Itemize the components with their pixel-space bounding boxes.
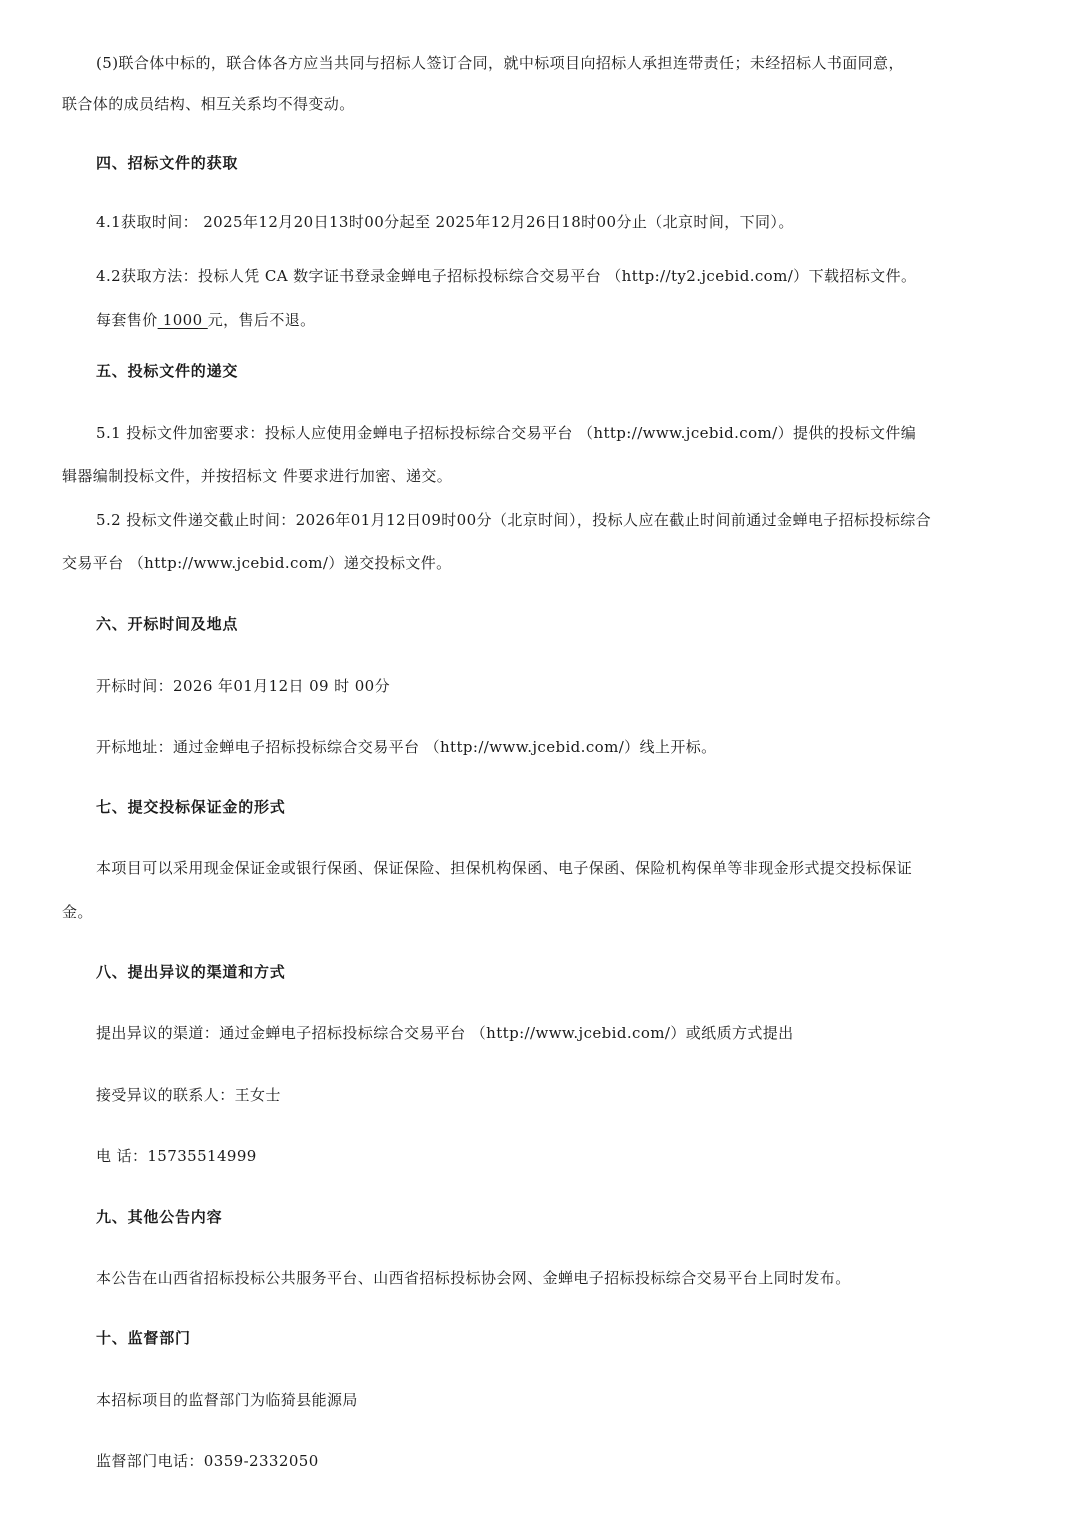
section-9-heading: 九、其他公告内容 — [96, 1208, 223, 1226]
section-4-heading: 四、招标文件的获取 — [96, 154, 239, 172]
section-6-heading: 六、开标时间及地点 — [96, 615, 239, 633]
section-7-para-line-1: 本项目可以采用现金保证金或银行保函、保证保险、担保机构保函、电子保函、保险机构保单等非现金形式提交投标保证 — [96, 859, 913, 877]
section-4-acquire-time: 4.1获取时间： 2025年12月20日13时00分起至 2025年12月26日18时00分止（北京时间，下同）。 — [96, 213, 794, 231]
section-10-supervisor-phone: 监督部门电话：0359-2332050 — [96, 1452, 319, 1470]
section-6-opening-time: 开标时间：2026 年01月12日 09 时 00分 — [96, 677, 390, 695]
price-value: 1000 — [157, 311, 208, 329]
section-8-phone: 电 话：15735514999 — [96, 1147, 257, 1165]
section-5-encryption-line-2: 辑器编制投标文件，并按招标文 件要求进行加密、递交。 — [62, 467, 453, 485]
section-5-heading: 五、投标文件的递交 — [96, 362, 239, 380]
section-10-supervisor: 本招标项目的监督部门为临猗县能源局 — [96, 1391, 358, 1409]
section-10-heading: 十、监督部门 — [96, 1329, 191, 1347]
section-4-price — [96, 310, 316, 330]
clause-5-line-2: 联合体的成员结构、相互关系均不得变动。 — [62, 95, 355, 113]
section-5-deadline-line-2: 交易平台 （http://www.jcebid.com/）递交投标文件。 — [62, 554, 452, 572]
section-4-acquire-method: 4.2获取方法：投标人凭 CA 数字证书登录金蝉电子招标投标综合交易平台 （http://ty2.jcebid.com/）下载招标文件。 — [96, 267, 917, 285]
section-8-channel: 提出异议的渠道：通过金蝉电子招标投标综合交易平台 （http://www.jcebid.com/）或纸质方式提出 — [96, 1024, 794, 1042]
section-7-heading: 七、提交投标保证金的形式 — [96, 798, 286, 816]
section-8-heading: 八、提出异议的渠道和方式 — [96, 963, 286, 981]
section-8-contact: 接受异议的联系人：王女士 — [96, 1086, 281, 1104]
section-7-para-line-2: 金。 — [62, 903, 93, 921]
section-5-deadline-line-1: 5.2 投标文件递交截止时间：2026年01月12日09时00分（北京时间），投标人应在截止时间前通过金蝉电子招标投标综合 — [96, 511, 932, 529]
price-prefix: 每套售价 — [96, 311, 158, 329]
clause-5-line-1: (5)联合体中标的，联合体各方应当共同与招标人签订合同，就中标项目向招标人承担连带责任；未经招标人书面同意， — [96, 54, 904, 72]
section-9-para: 本公告在山西省招标投标公共服务平台、山西省招标投标协会网、金蝉电子招标投标综合交易平台上同时发布。 — [96, 1269, 851, 1287]
price-suffix: 元，售后不退。 — [207, 311, 316, 329]
section-5-encryption-line-1: 5.1 投标文件加密要求：投标人应使用金蝉电子招标投标综合交易平台 （http://www.jcebid.com/）提供的投标文件编 — [96, 424, 917, 442]
section-6-opening-address: 开标地址：通过金蝉电子招标投标综合交易平台 （http://www.jcebid.com/）线上开标。 — [96, 738, 717, 756]
